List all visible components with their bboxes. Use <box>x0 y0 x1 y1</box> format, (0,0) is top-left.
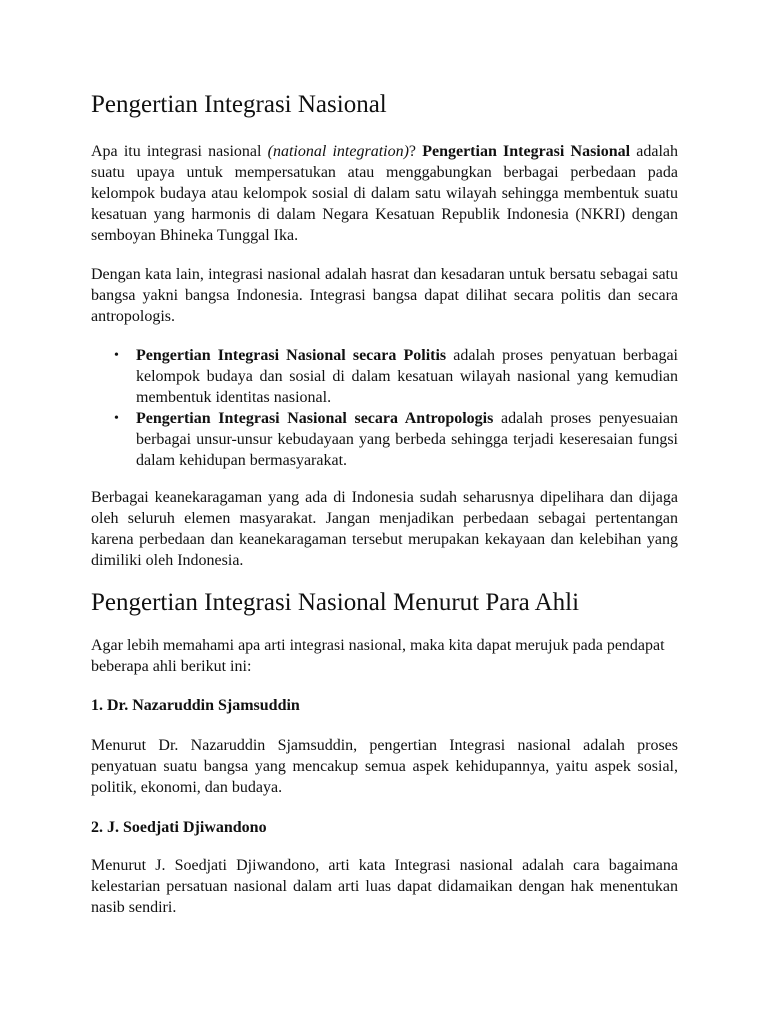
list-item <box>91 408 678 471</box>
bullet-list <box>91 345 678 471</box>
intro-question-mark: ? <box>408 143 423 160</box>
expert-paragraph: Menurut Dr. Nazaruddin Sjamsuddin, pengertian Integrasi nasional adalah proses penyatuan suatu bangsa yang mencakup semua aspek kehidupannya, yaitu aspek sosial, politik, ekonomi, dan budaya. <box>91 737 678 796</box>
bullet-bold: Pengertian Integrasi Nasional secara Politis <box>136 347 447 364</box>
expert-paragraph: Menurut J. Soedjati Djiwandono, arti kata Integrasi nasional adalah cara bagaimana kelestarian persatuan nasional dalam arti luas dapat didamaikan dengan hak menentukan nasib sendiri. <box>91 857 678 916</box>
paragraph-3: Berbagai keanekaragaman yang ada di Indonesia sudah seharusnya dipelihara dan dijaga oleh seluruh elemen masyarakat. Jangan menjadikan perbedaan sebagai pertentangan karena perbedaan dan keanekaragaman tersebut merupakan kekayaan dan kelebihan yang dimiliki oleh Indonesia. <box>91 489 678 569</box>
page-title: Pengertian Integrasi Nasional <box>91 91 387 118</box>
bullet-bold: Pengertian Integrasi Nasional secara Antropologis <box>136 410 494 427</box>
paragraph-2: Dengan kata lain, integrasi nasional adalah hasrat dan kesadaran untuk bersatu sebagai satu bangsa yakni bangsa Indonesia. Integrasi bangsa dapat dilihat secara politis dan secara antropologis. <box>91 266 678 325</box>
intro-bold-term: Pengertian Integrasi Nasional <box>422 143 631 160</box>
intro-paragraph <box>91 141 678 246</box>
section-intro: Agar lebih memahami apa arti integrasi nasional, maka kita dapat merujuk pada pendapat beberapa ahli berikut ini: <box>91 637 665 675</box>
intro-rest: adalah suatu upaya untuk mempersatukan atau menggabungkan berbagai perbedaan pada kelompok budaya atau kelompok sosial di dalam satu wilayah sehingga membentuk suatu kesatuan yang harmonis di dalam Negara Kesatuan Republik Indonesia (NKRI) dengan semboyan Bhineka Tunggal Ika. <box>91 143 679 244</box>
bullet-text <box>136 408 678 471</box>
expert-heading: 2. J. Soedjati Djiwandono <box>91 819 267 836</box>
list-item <box>91 345 678 408</box>
bullet-text <box>136 345 678 408</box>
expert-heading: 1. Dr. Nazaruddin Sjamsuddin <box>91 697 300 714</box>
bullet-body: adalah proses penyatuan berbagai kelompok budaya dan sosial di dalam kesatuan wilayah nasional yang kemudian membentuk identitas nasional. <box>136 347 678 406</box>
section-title: Pengertian Integrasi Nasional Menurut Para Ahli <box>91 589 580 616</box>
intro-italic-term: (national integration) <box>267 143 409 160</box>
intro-prefix: Apa itu integrasi nasional <box>91 143 268 160</box>
bullet-body: adalah proses penyesuaian berbagai unsur-unsur kebudayaan yang berbeda sehingga terjadi keseresaian fungsi dalam kehidupan bermasyarakat. <box>136 410 678 469</box>
